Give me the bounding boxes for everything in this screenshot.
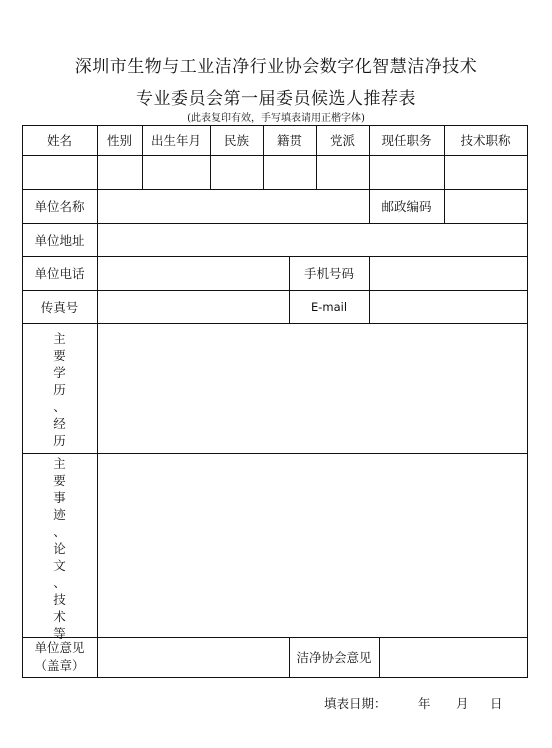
- label-education-char: 历: [53, 382, 66, 397]
- fill-date-year: 年: [418, 696, 431, 711]
- form-title-line1: 深圳市生物与工业洁净行业协会数字化智慧洁净技术: [74, 57, 478, 77]
- label-education-char: 、: [53, 399, 66, 414]
- label-education-char: 经: [53, 416, 66, 431]
- label-email: E-mail: [310, 299, 348, 314]
- label-education-char: 要: [53, 348, 66, 363]
- label-achievements-char: 文: [53, 558, 66, 573]
- label-achievements-char: 主: [53, 456, 66, 471]
- label-education-char: 历: [53, 433, 66, 448]
- label-achievements-char: 事: [53, 490, 66, 505]
- header-gender: 性别: [106, 133, 132, 148]
- label-org-address: 单位地址: [34, 232, 85, 248]
- col-line: [527, 125, 528, 678]
- label-achievements-char: 术: [53, 609, 66, 624]
- label-org-opinion-line1: 单位意见: [34, 640, 85, 655]
- email-field[interactable]: [369, 290, 527, 323]
- header-party: 党派: [329, 133, 355, 148]
- position-field[interactable]: [369, 155, 444, 189]
- gender-field[interactable]: [97, 155, 142, 189]
- birth-field[interactable]: [142, 155, 210, 189]
- label-education-char: 主: [53, 331, 66, 346]
- label-achievements-char: 等: [53, 626, 66, 641]
- label-achievements-char: 技: [53, 592, 66, 607]
- mobile-field[interactable]: [369, 256, 527, 290]
- header-ethnicity: 民族: [223, 133, 249, 148]
- fill-date-month: 月: [456, 696, 469, 711]
- label-achievements-char: 、: [53, 575, 66, 590]
- header-position: 现任职务: [381, 133, 432, 148]
- label-mobile: 手机号码: [303, 266, 354, 281]
- fill-date-day: 日: [490, 696, 503, 711]
- form-note: (此表复印有效，手写填表请用正楷字体): [187, 113, 365, 124]
- postcode-field[interactable]: [444, 189, 527, 223]
- party-field[interactable]: [316, 155, 369, 189]
- label-achievements-char: 要: [53, 473, 66, 488]
- ethnicity-field[interactable]: [210, 155, 263, 189]
- label-achievements-char: 、: [53, 524, 66, 539]
- education-field[interactable]: [97, 323, 527, 453]
- assoc-opinion-field[interactable]: [379, 637, 527, 677]
- header-native-place: 籍贯: [276, 133, 302, 148]
- label-achievements-char: 论: [53, 541, 66, 556]
- label-postcode: 邮政编码: [381, 199, 432, 214]
- label-achievements-char: 迹: [53, 507, 66, 522]
- label-education-char: 学: [53, 365, 66, 380]
- native-place-field[interactable]: [263, 155, 316, 189]
- org-address-field[interactable]: [97, 223, 527, 256]
- label-assoc-opinion: 洁净协会意见: [296, 650, 372, 665]
- tech-title-field[interactable]: [444, 155, 527, 189]
- label-org-phone: 单位电话: [34, 266, 85, 281]
- org-name-field[interactable]: [97, 189, 369, 223]
- label-achievements: [22, 455, 97, 642]
- achievements-field[interactable]: [97, 453, 527, 637]
- header-name: 姓名: [46, 133, 72, 148]
- org-opinion-field[interactable]: [97, 637, 289, 677]
- label-fax: 传真号: [40, 299, 79, 315]
- header-tech-title: 技术职称: [460, 133, 511, 148]
- header-birth: 出生年月: [150, 133, 201, 148]
- fax-field[interactable]: [97, 290, 289, 323]
- form-title-line2: 专业委员会第一届委员候选人推荐表: [136, 89, 416, 109]
- org-phone-field[interactable]: [97, 256, 289, 290]
- label-org-name: 单位名称: [34, 199, 85, 214]
- label-org-opinion-line2: （盖章）: [34, 658, 85, 673]
- label-org-opinion: [22, 639, 97, 675]
- fill-date-label: 填表日期：: [324, 696, 387, 711]
- label-education: [22, 330, 97, 449]
- name-field[interactable]: [22, 155, 97, 189]
